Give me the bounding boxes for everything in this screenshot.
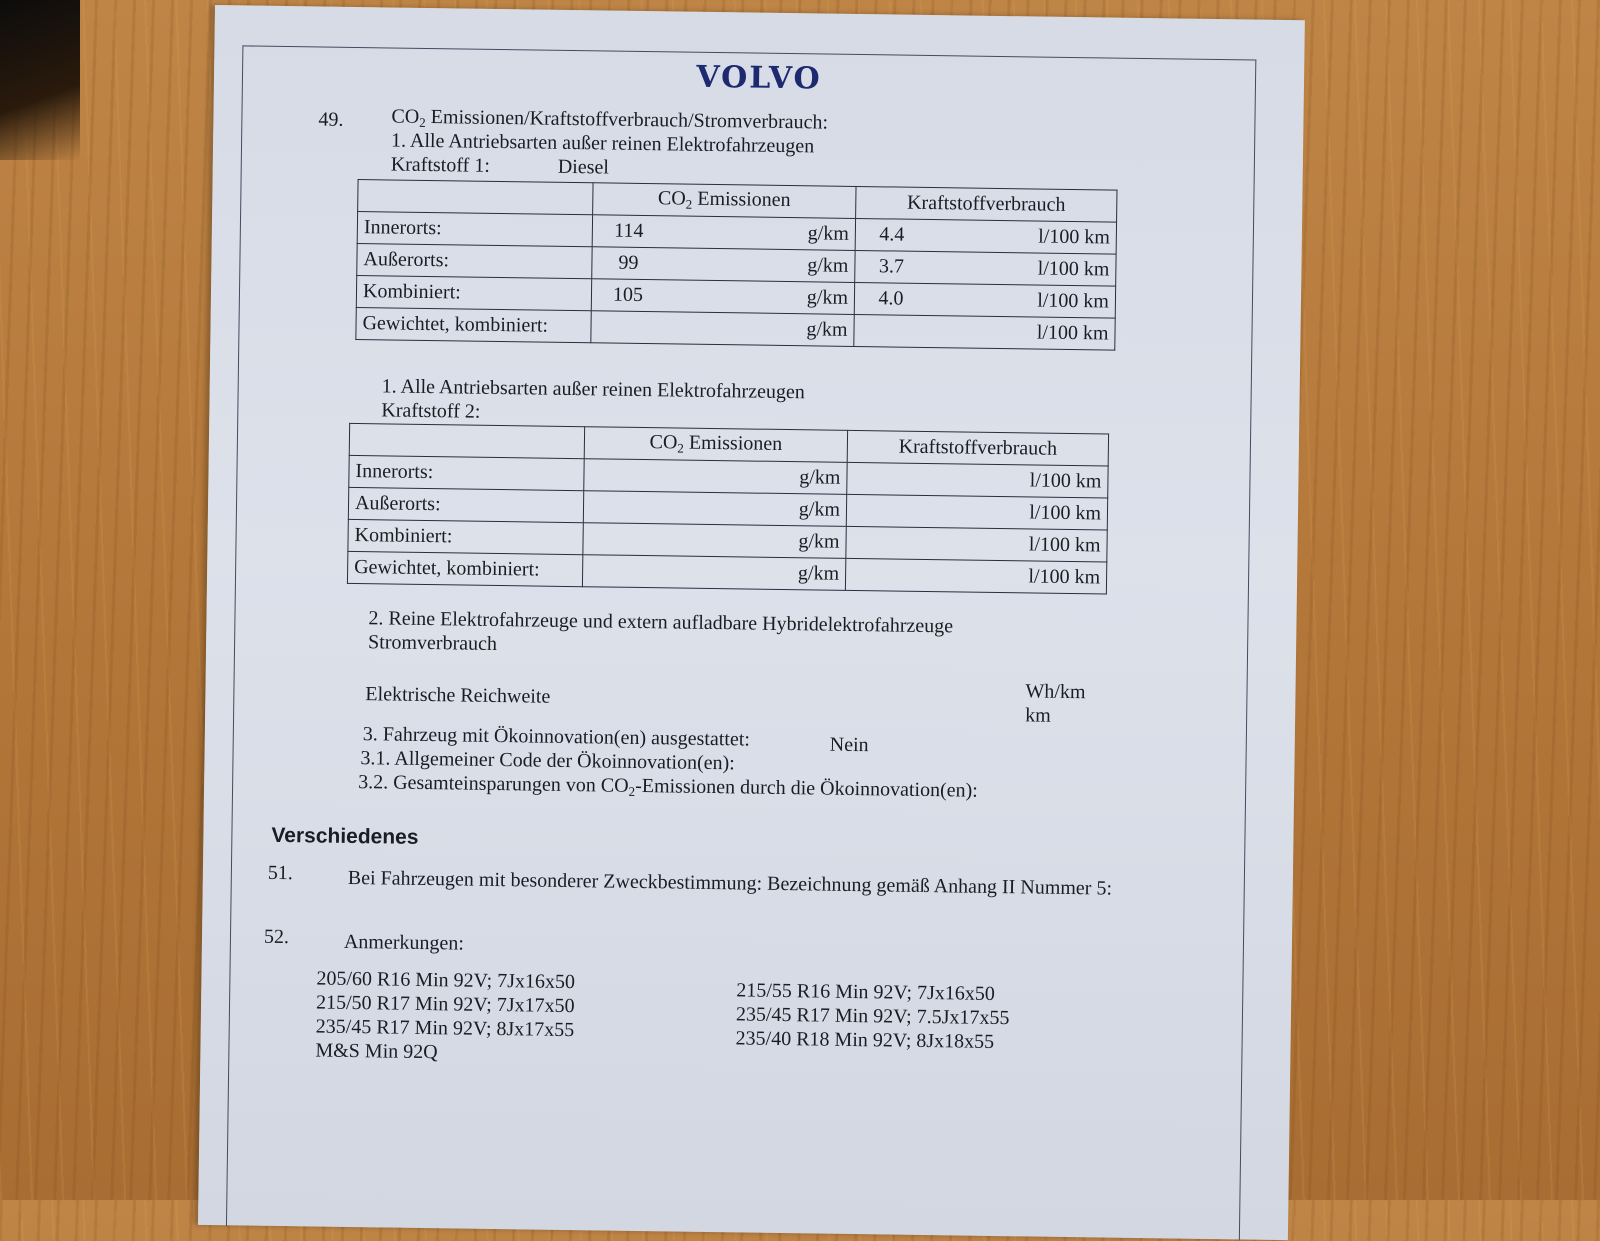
co2-unit: g/km (582, 555, 845, 591)
list-item: 215/55 R16 Min 92V; 7Jx16x50 (736, 979, 995, 1005)
list-item: 235/45 R17 Min 92V; 8Jx17x55 (315, 1015, 575, 1042)
fuel-value: 4.0 (878, 287, 904, 310)
fuel-unit: l/100 km (847, 462, 1108, 498)
electric-heading: 2. Reine Elektrofahrzeuge und extern aufladbare Hybridelektrofahrzeuge (368, 607, 954, 638)
row-label: Innerorts: (349, 455, 584, 490)
eco-innovation-savings: 3.2. Gesamteinsparungen von $CO_2$-Emissionen durch die Ökoinnovation(en): (358, 771, 978, 802)
drive-types-line-1: 1. Alle Antriebsarten außer reinen Elektrofahrzeugen (390, 129, 815, 158)
table-header-fuel: Kraftstoffverbrauch (856, 186, 1117, 222)
co2-unit: g/km (806, 286, 849, 309)
fuel-1-label: Kraftstoff 1: (390, 153, 490, 177)
tire-list-right (735, 978, 1010, 1054)
table-header-co2: $CO_2$ Emissionen (584, 427, 847, 463)
fuel-unit: l/100 km (1036, 321, 1109, 345)
row-label: Außerorts: (357, 244, 592, 279)
unit-wh-km: Wh/km (1025, 680, 1086, 704)
co2-unit: g/km (807, 254, 849, 277)
item-51-number: 51. (267, 861, 294, 885)
co2-unit: g/km (583, 523, 846, 559)
list-item: 215/50 R17 Min 92V; 7Jx17x50 (315, 991, 575, 1018)
fuel-unit: l/100 km (1038, 225, 1110, 249)
list-item: 235/40 R18 Min 92V; 8Jx18x55 (735, 1027, 995, 1053)
co2-unit: g/km (807, 222, 850, 245)
misc-heading: Verschiedenes (271, 823, 419, 849)
fuel-unit: l/100 km (1037, 289, 1110, 313)
eco-innovation-label: 3. Fahrzeug mit Ökoinnovation(en) ausgestattet: (362, 723, 751, 751)
table-header-empty (358, 180, 593, 215)
eco-innovation-code: 3.1. Allgemeiner Code der Ökoinnovation(en): (360, 747, 735, 775)
row-label: Gewichtet, kombiniert: (356, 308, 591, 343)
drive-types-line-2: 1. Alle Antriebsarten außer reinen Elektrofahrzeugen (381, 375, 805, 404)
co2-value (598, 327, 658, 328)
fuel-value: 3.7 (878, 255, 905, 278)
power-consumption-label: Stromverbrauch (367, 631, 498, 655)
co2-unit: g/km (583, 491, 846, 527)
electric-range-label: Elektrische Reichweite (365, 683, 551, 708)
fuel-unit: l/100 km (846, 494, 1107, 530)
unit-km: km (1025, 704, 1051, 727)
fuel-unit: l/100 km (845, 558, 1106, 594)
row-label: Kombiniert: (348, 519, 583, 554)
fuel-value: 4.4 (879, 223, 905, 246)
section-49-title: $CO_2$ Emissionen/Kraftstoffverbrauch/Stromverbrauch: (391, 105, 829, 134)
fuel-1-value: Diesel (557, 155, 610, 179)
co2-value: 105 (612, 283, 644, 307)
list-item: M&S Min 92Q (315, 1039, 438, 1064)
item-52-number: 52. (263, 925, 290, 949)
co2-unit: g/km (806, 318, 848, 341)
emissions-table-fuel-2 (347, 423, 1109, 595)
document-page (198, 5, 1305, 1240)
volvo-logo: VOLVO (696, 59, 822, 97)
row-label: Gewichtet, kombiniert: (347, 551, 582, 586)
table-header-empty (349, 423, 584, 458)
background-shadow (0, 0, 80, 160)
fuel-2-label: Kraftstoff 2: (381, 399, 481, 423)
list-item: 205/60 R16 Min 92V; 7Jx16x50 (316, 967, 576, 994)
eco-innovation-value: Nein (829, 733, 869, 757)
fuel-value (861, 331, 921, 332)
table-header-fuel: Kraftstoffverbrauch (847, 430, 1108, 466)
row-label: Innerorts: (357, 212, 592, 247)
item-51-text: Bei Fahrzeugen mit besonderer Zweckbestimmung: Bezeichnung gemäß Anhang II Nummer 5: (347, 866, 1113, 900)
section-49-number: 49. (318, 108, 344, 131)
list-item: 235/45 R17 Min 92V; 7.5Jx17x55 (735, 1003, 1010, 1030)
co2-value: 99 (618, 251, 639, 274)
fuel-unit: l/100 km (846, 526, 1107, 562)
tire-list-left (315, 967, 575, 1067)
item-52-text: Anmerkungen: (343, 930, 465, 955)
emissions-table-fuel-1 (355, 179, 1117, 351)
co2-unit: g/km (584, 459, 847, 495)
table-header-co2: $CO_2$ Emissionen (593, 183, 856, 219)
row-label: Außerorts: (348, 487, 583, 522)
fuel-unit: l/100 km (1037, 257, 1110, 281)
row-label: Kombiniert: (356, 276, 591, 311)
co2-value: 114 (614, 219, 644, 243)
